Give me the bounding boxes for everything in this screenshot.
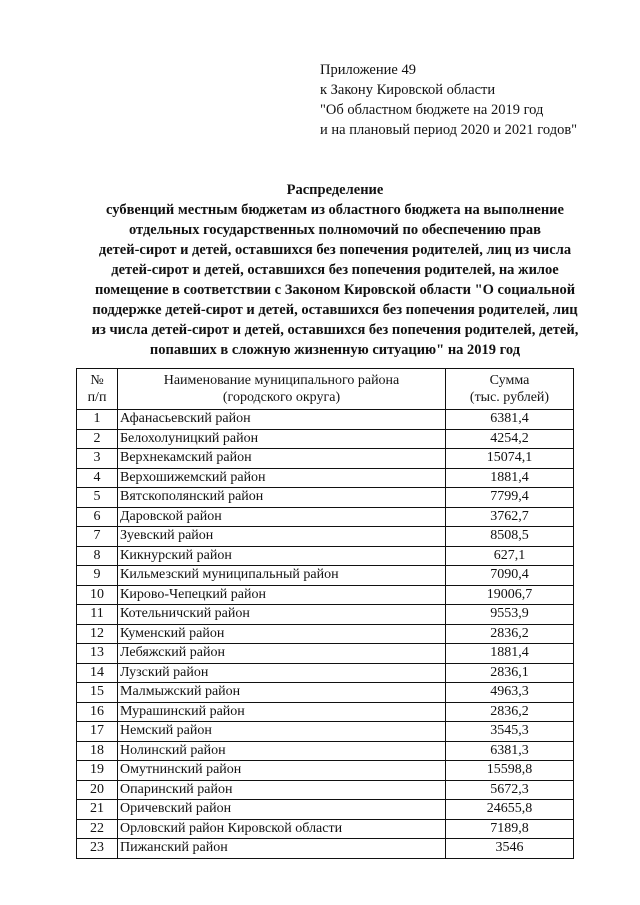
row-sum: 6381,3 xyxy=(446,741,574,761)
row-district-name: Нолинский район xyxy=(118,741,446,761)
row-sum: 1881,4 xyxy=(446,644,574,664)
table-row xyxy=(77,722,574,742)
row-sum: 19006,7 xyxy=(446,585,574,605)
row-district-name: Куменский район xyxy=(118,624,446,644)
row-sum: 8508,5 xyxy=(446,527,574,547)
row-district-name: Даровской район xyxy=(118,507,446,527)
row-district-name: Мурашинский район xyxy=(118,702,446,722)
row-number: 19 xyxy=(77,761,118,781)
header-sum xyxy=(446,369,574,410)
row-number: 21 xyxy=(77,800,118,820)
row-number: 13 xyxy=(77,644,118,664)
table-row xyxy=(77,527,574,547)
row-district-name: Оричевский район xyxy=(118,800,446,820)
table-row xyxy=(77,605,574,625)
appendix-number: Приложение 49 xyxy=(320,62,416,78)
row-number: 14 xyxy=(77,663,118,683)
row-district-name: Опаринский район xyxy=(118,780,446,800)
row-sum: 7799,4 xyxy=(446,488,574,508)
table-header-row xyxy=(77,369,574,410)
heading-line: попавших в сложную жизненную ситуацию" на 2019 год xyxy=(149,342,521,358)
row-sum: 627,1 xyxy=(446,546,574,566)
row-sum: 4963,3 xyxy=(446,683,574,703)
row-district-name: Верхошижемский район xyxy=(118,468,446,488)
table-row xyxy=(77,585,574,605)
row-number: 9 xyxy=(77,566,118,586)
table-row xyxy=(77,488,574,508)
row-sum: 1881,4 xyxy=(446,468,574,488)
distribution-table xyxy=(76,368,574,859)
table-row xyxy=(77,644,574,664)
heading-line: субвенций местным бюджетам из областного бюджета на выполнение xyxy=(106,202,564,218)
row-number: 3 xyxy=(77,449,118,469)
heading-line: помещение в соответствии с Законом Кировской области "О социальной xyxy=(94,282,576,298)
row-district-name: Омутнинский район xyxy=(118,761,446,781)
heading-line: из числа детей-сирот и детей, оставшихся без попечения родителей, детей, xyxy=(91,322,579,338)
row-number: 12 xyxy=(77,624,118,644)
row-number: 23 xyxy=(77,839,118,859)
header-name-line1: Наименование муниципального района xyxy=(163,373,400,388)
row-number: 17 xyxy=(77,722,118,742)
appendix-law-title-2: и на плановый период 2020 и 2021 годов" xyxy=(320,122,578,138)
row-district-name: Зуевский район xyxy=(118,527,446,547)
row-district-name: Немский район xyxy=(118,722,446,742)
table-row xyxy=(77,410,574,430)
table-row xyxy=(77,683,574,703)
row-sum: 15598,8 xyxy=(446,761,574,781)
table-row xyxy=(77,761,574,781)
table-row xyxy=(77,624,574,644)
row-sum: 7090,4 xyxy=(446,566,574,586)
row-district-name: Афанасьевский район xyxy=(118,410,446,430)
row-number: 22 xyxy=(77,819,118,839)
appendix-law-ref: к Закону Кировской области xyxy=(320,82,496,98)
table-row xyxy=(77,663,574,683)
header-sum-line2: (тыс. рублей) xyxy=(469,390,550,405)
row-number: 16 xyxy=(77,702,118,722)
row-sum: 9553,9 xyxy=(446,605,574,625)
table-row xyxy=(77,468,574,488)
table-row xyxy=(77,546,574,566)
table-row xyxy=(77,819,574,839)
table-row xyxy=(77,566,574,586)
row-sum: 5672,3 xyxy=(446,780,574,800)
row-number: 15 xyxy=(77,683,118,703)
row-sum: 24655,8 xyxy=(446,800,574,820)
row-number: 6 xyxy=(77,507,118,527)
table-row xyxy=(77,449,574,469)
header-number xyxy=(77,369,118,410)
table-row xyxy=(77,429,574,449)
row-sum: 3762,7 xyxy=(446,507,574,527)
row-number: 1 xyxy=(77,410,118,430)
row-sum: 6381,4 xyxy=(446,410,574,430)
table-row xyxy=(77,507,574,527)
document-heading xyxy=(70,180,600,360)
table-row xyxy=(77,702,574,722)
row-district-name: Вятскополянский район xyxy=(118,488,446,508)
row-district-name: Белохолуницкий район xyxy=(118,429,446,449)
row-district-name: Котельничский район xyxy=(118,605,446,625)
table-row xyxy=(77,800,574,820)
table-row xyxy=(77,741,574,761)
row-sum: 3546 xyxy=(446,839,574,859)
row-sum: 4254,2 xyxy=(446,429,574,449)
row-number: 2 xyxy=(77,429,118,449)
heading-line: поддержке детей-сирот и детей, оставшихся без попечения родителей, лиц xyxy=(92,302,578,318)
row-number: 11 xyxy=(77,605,118,625)
row-district-name: Кирово-Чепецкий район xyxy=(118,585,446,605)
row-number: 18 xyxy=(77,741,118,761)
row-sum: 2836,2 xyxy=(446,702,574,722)
row-number: 8 xyxy=(77,546,118,566)
table-row xyxy=(77,780,574,800)
heading-title: Распределение xyxy=(286,182,384,198)
row-sum: 15074,1 xyxy=(446,449,574,469)
row-district-name: Малмыжский район xyxy=(118,683,446,703)
row-district-name: Лузский район xyxy=(118,663,446,683)
heading-line: отдельных государственных полномочий по обеспечению прав xyxy=(128,222,542,238)
row-sum: 2836,1 xyxy=(446,663,574,683)
row-sum: 2836,2 xyxy=(446,624,574,644)
row-district-name: Пижанский район xyxy=(118,839,446,859)
heading-line: детей-сирот и детей, оставшихся без попечения родителей, лиц из числа xyxy=(98,242,572,258)
header-sum-line1: Сумма xyxy=(489,373,530,388)
row-district-name: Верхнекамский район xyxy=(118,449,446,469)
appendix-law-title-1: "Об областном бюджете на 2019 год xyxy=(320,102,544,118)
row-number: 10 xyxy=(77,585,118,605)
heading-line: детей-сирот и детей, оставшихся без попечения родителей, на жилое xyxy=(111,262,559,278)
row-sum: 3545,3 xyxy=(446,722,574,742)
header-name xyxy=(118,369,446,410)
row-district-name: Лебяжский район xyxy=(118,644,446,664)
row-district-name: Кикнурский район xyxy=(118,546,446,566)
row-number: 20 xyxy=(77,780,118,800)
header-number-line2: п/п xyxy=(87,390,107,405)
appendix-block xyxy=(320,60,577,140)
header-number-line1: № xyxy=(90,373,104,388)
table-row xyxy=(77,839,574,859)
row-number: 7 xyxy=(77,527,118,547)
header-name-line2: (городского округа) xyxy=(222,390,341,405)
row-number: 5 xyxy=(77,488,118,508)
row-district-name: Кильмезский муниципальный район xyxy=(118,566,446,586)
row-number: 4 xyxy=(77,468,118,488)
row-district-name: Орловский район Кировской области xyxy=(118,819,446,839)
row-sum: 7189,8 xyxy=(446,819,574,839)
